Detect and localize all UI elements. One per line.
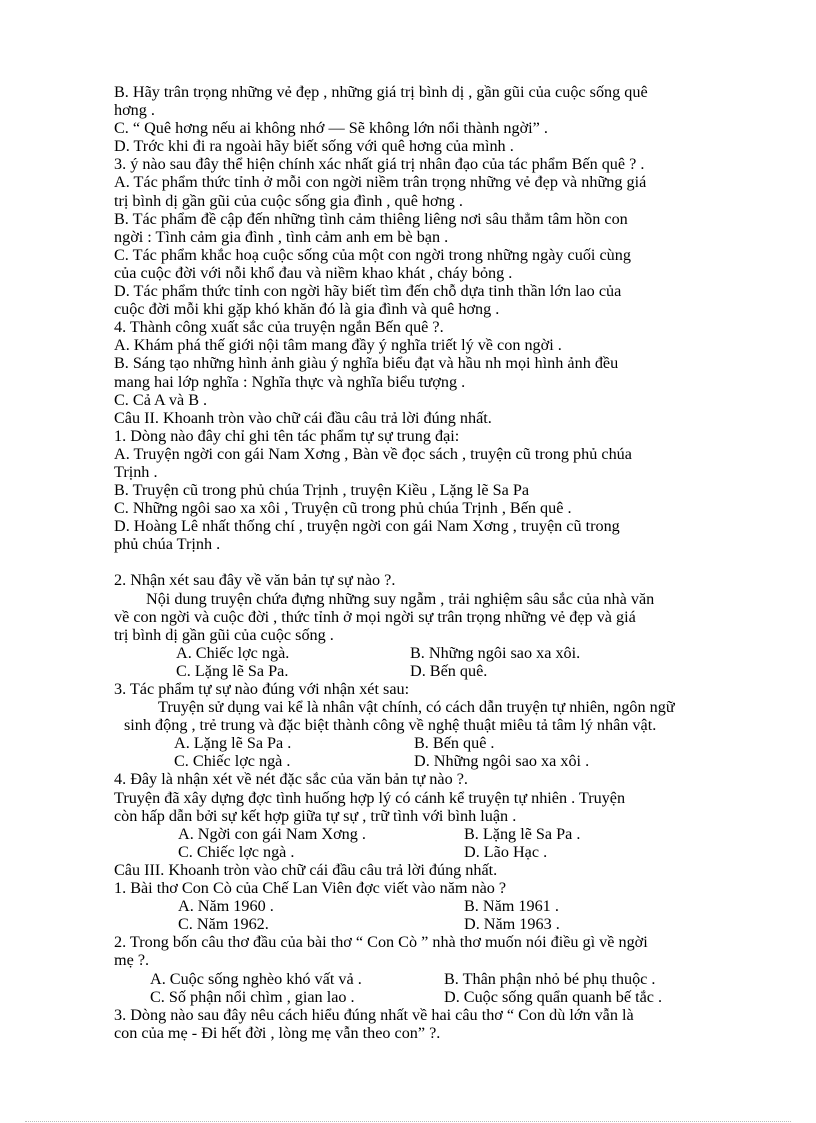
passage-line: còn hấp dẫn bởi sự kết hợp giữa tự sự , trữ tình với bình luận .: [114, 806, 517, 825]
option-d[interactable]: D. Lão Hạc .: [464, 842, 548, 861]
option-b[interactable]: B. Thân phận nhỏ bé phụ thuộc .: [444, 969, 656, 988]
passage-line: sinh động , trẻ trung và đặc biệt thành công về nghệ thuật miêu tả tâm lý nhân vật.: [124, 716, 657, 735]
option-row: [114, 662, 714, 680]
text-line: ngời : Tình cảm gia đình , tình cảm anh em bè bạn .: [114, 227, 449, 246]
text-line: C. Tác phẩm khắc hoạ cuộc sống của một con ngời trong những ngày cuối cùng: [114, 245, 631, 264]
option-row: [114, 843, 714, 861]
passage-line: về con ngời và cuộc đời , thức tỉnh ở mọi ngời sự trân trọng những vẻ đẹp và giá: [114, 607, 636, 626]
option-b[interactable]: B. Năm 1961 .: [464, 897, 559, 916]
question-text: 2. Trong bốn câu thơ đầu của bài thơ “ Con Cò ” nhà thơ muốn nói điều gì về ngời: [114, 933, 648, 952]
section-a: [114, 83, 714, 553]
question-2: [114, 571, 714, 680]
option-c[interactable]: C. Chiếc lợc ngà .: [178, 842, 295, 861]
option-d[interactable]: D. Cuộc sống quẩn quanh bế tắc .: [444, 987, 663, 1006]
question-4: [114, 770, 714, 860]
text-line: D. Tác phẩm thức tỉnh con ngời hãy biết tìm đến chỗ dựa tinh thần lớn lao của: [114, 282, 622, 301]
question-text: 3. Tác phẩm tự sự nào đúng với nhận xét sau:: [114, 680, 410, 698]
question-text: 4. Đây là nhận xét về nét đặc sắc của văn bản tự nào ?.: [114, 770, 468, 789]
text-line: A. Truyện ngời con gái Nam Xơng , Bàn về đọc sách , truyện cũ trong phủ chúa: [114, 444, 632, 463]
text-line: C. Những ngôi sao xa xôi , Truyện cũ trong phủ chúa Trịnh , Bến quê .: [114, 499, 572, 518]
document-page: [114, 83, 714, 1042]
option-row: [114, 970, 714, 988]
option-a[interactable]: A. Lặng lẽ Sa Pa .: [174, 734, 292, 753]
text-line: mang hai lớp nghĩa : Nghĩa thực và nghĩa biểu tượng .: [114, 372, 466, 391]
text-line: D. Hoàng Lê nhất thống chí , truyện ngời con gái Nam Xơng , truyện cũ trong: [114, 517, 620, 536]
option-row: [114, 897, 714, 915]
option-d[interactable]: D. Năm 1963 .: [464, 915, 560, 934]
option-b[interactable]: B. Bến quê .: [414, 734, 495, 753]
option-d[interactable]: D. Bến quê.: [410, 661, 488, 680]
option-c[interactable]: C. Số phận nổi chìm , gian lao .: [150, 987, 355, 1006]
option-row: [114, 825, 714, 843]
text-line: B. Tác phẩm đề cập đến những tình cảm thiêng liêng nơi sâu thẳm tâm hồn con: [114, 209, 628, 228]
text-line: 1. Dòng nào đây chỉ ghi tên tác phẩm tự sự trung đại:: [114, 426, 460, 445]
text-line: B. Truyện cũ trong phủ chúa Trịnh , truyện Kiều , Lặng lẽ Sa Pa: [114, 481, 530, 500]
text-line: phủ chúa Trịnh .: [114, 535, 221, 554]
question-text: mẹ ?.: [114, 951, 150, 970]
option-row: [114, 915, 714, 933]
option-b[interactable]: B. Lặng lẽ Sa Pa .: [464, 824, 581, 843]
option-row: [114, 988, 714, 1006]
text-line: Trịnh .: [114, 462, 158, 481]
text-line: của cuộc đời với nỗi khổ đau và niềm khao khát , cháy bỏng .: [114, 263, 513, 282]
blank-line: [114, 553, 714, 571]
option-row: [114, 734, 714, 752]
question-text: con của mẹ - Đi hết đời , lòng mẹ vẫn theo con” ?.: [114, 1023, 441, 1042]
text-line: C. Cả A và B .: [114, 390, 208, 409]
text-line: hơng .: [114, 101, 155, 120]
question-text: 3. Dòng nào sau đây nêu cách hiểu đúng nhất về hai câu thơ “ Con dù lớn vẫn là: [114, 1005, 634, 1024]
option-row: [114, 644, 714, 662]
passage-line: Truyện đã xây dựng đợc tình huống hợp lý có cánh kể truyện tự nhiên . Truyện: [114, 788, 626, 807]
section-c3: [114, 861, 714, 1042]
section-heading: Câu II. Khoanh tròn vào chữ cái đầu câu trả lời đúng nhất.: [114, 408, 492, 427]
text-line: 3. ý nào sau đây thể hiện chính xác nhất giá trị nhân đạo của tác phẩm Bến quê ? .: [114, 155, 645, 174]
text-line: cuộc đời mỗi khi gặp khó khăn đó là gia đình và quê hơng .: [114, 300, 500, 319]
text-line: trị bình dị gần gũi của cuộc sống gia đình , quê hơng .: [114, 191, 463, 210]
option-row: [114, 752, 714, 770]
option-c[interactable]: C. Năm 1962.: [178, 915, 269, 934]
question-3: [114, 680, 714, 770]
option-a[interactable]: A. Năm 1960 .: [178, 897, 274, 916]
option-b[interactable]: B. Những ngôi sao xa xôi.: [410, 643, 581, 662]
text-line: D. Trớc khi đi ra ngoài hãy biết sống với quê hơng của mình .: [114, 137, 514, 156]
text-line: A. Tác phẩm thức tỉnh ở mỗi con ngời niềm trân trọng những vẻ đẹp và những giá: [114, 173, 647, 192]
option-a[interactable]: A. Ngời con gái Nam Xơng .: [178, 824, 366, 843]
passage-line: trị bình dị gần gũi của cuộc sống .: [114, 625, 334, 644]
passage-line: Truyện sử dụng vai kể là nhân vật chính, có cách dẫn truyện tự nhiên, ngôn ngữ: [158, 698, 675, 717]
option-c[interactable]: C. Lặng lẽ Sa Pa.: [176, 661, 289, 680]
text-line: 4. Thành công xuất sắc của truyện ngắn Bến quê ?.: [114, 318, 444, 337]
option-c[interactable]: C. Chiếc lợc ngà .: [174, 752, 291, 771]
text-line: A. Khám phá thế giới nội tâm mang đầy ý nghĩa triết lý về con ngời .: [114, 336, 562, 355]
section-heading: Câu III. Khoanh tròn vào chữ cái đầu câu trả lời đúng nhất.: [114, 860, 498, 879]
text-line: B. Sáng tạo những hình ảnh giàu ý nghĩa biểu đạt và hầu nh mọi hình ảnh đều: [114, 354, 619, 373]
option-a[interactable]: A. Cuộc sống nghèo khó vất vả .: [150, 969, 362, 988]
question-text: 1. Bài thơ Con Cò của Chế Lan Viên đợc viết vào năm nào ?: [114, 879, 507, 898]
passage-line: Nội dung truyện chứa đựng những suy ngẫm , trải nghiệm sâu sắc của nhà văn: [146, 589, 655, 608]
option-d[interactable]: D. Những ngôi sao xa xôi .: [414, 752, 590, 771]
question-text: 2. Nhận xét sau đây về văn bản tự sự nào ?.: [114, 571, 396, 590]
text-line: B. Hãy trân trọng những vẻ đẹp , những giá trị bình dị , gần gũi của cuộc sống quê: [114, 83, 648, 101]
text-line: C. “ Quê hơng nếu ai không nhớ — Sẽ không lớn nổi thành ngời” .: [114, 119, 548, 138]
page-bottom-border: [25, 1121, 791, 1122]
option-a[interactable]: A. Chiếc lợc ngà.: [176, 643, 290, 662]
